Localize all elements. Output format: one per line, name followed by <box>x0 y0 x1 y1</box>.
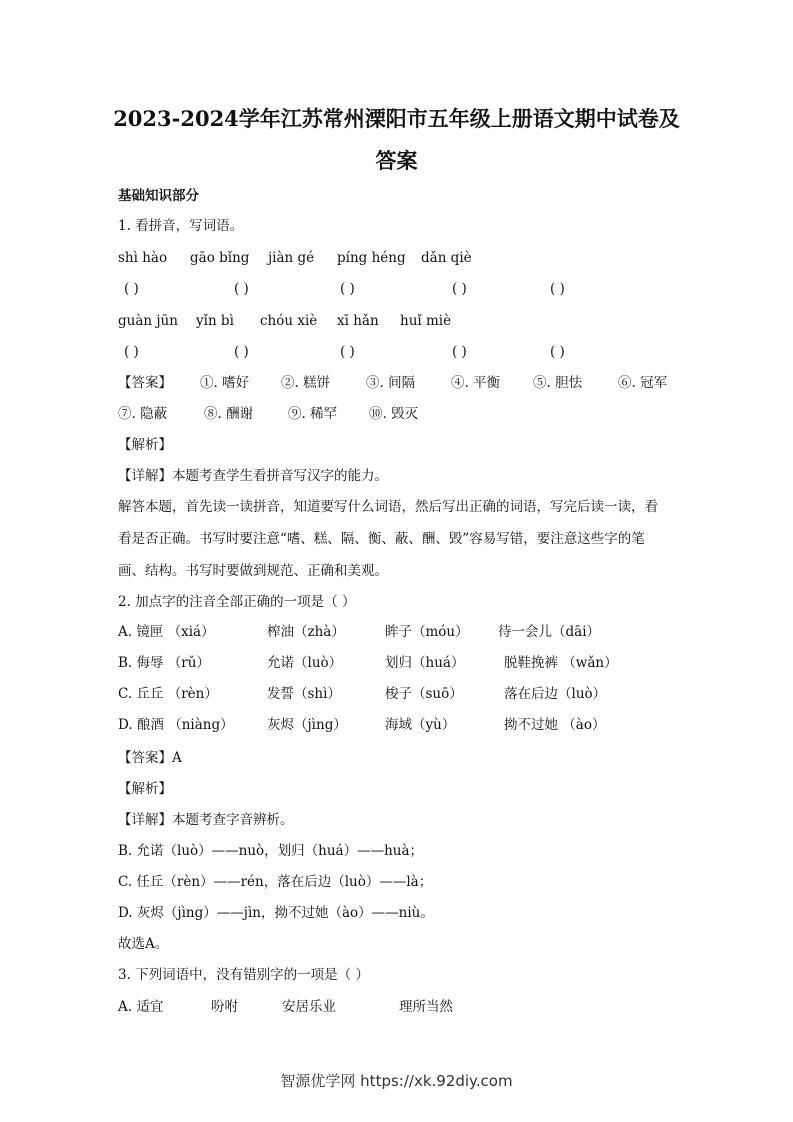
answer-item: ①. 嗜好 <box>200 375 250 391</box>
q1-paragraph: 看是否正确。书写时要注意“嗜、糕、隔、衡、蔽、酬、毁”容易写错，要注意这些字的笔 <box>118 531 645 547</box>
option-word: 理所当然 <box>399 999 453 1015</box>
pinyin: huǐ miè <box>400 313 452 329</box>
option-word: 安居乐业 <box>282 999 336 1015</box>
pinyin: jiàn gé <box>268 250 315 266</box>
answer-blank: ( ) <box>340 281 355 297</box>
option-word: 落在后边（luò） <box>504 686 607 702</box>
answer-item: ⑤. 胆怯 <box>533 375 583 391</box>
option-word: 吩咐 <box>211 999 238 1015</box>
answer-item: ⑨. 稀罕 <box>288 406 338 422</box>
answer-blank: ( ) <box>550 281 565 297</box>
q1-stem: 1. 看拼音，写词语。 <box>118 218 244 234</box>
option-word: 发誓（shì） <box>267 686 341 702</box>
q2-detail: 【详解】本题考查字音辨析。 <box>118 812 294 828</box>
answer-item: ④. 平衡 <box>451 375 501 391</box>
option-word: A. 镜匣 （xiá） <box>118 624 215 640</box>
option-word: 划归（huá） <box>385 655 465 671</box>
answer-blank: ( ) <box>234 281 249 297</box>
q2-answer: 【答案】A <box>118 750 182 766</box>
q2-stem: 2. 加点字的注音全部正确的一项是（ ） <box>118 594 356 610</box>
pinyin: guàn jūn <box>118 313 178 329</box>
option-word: 拗不过她 （ào） <box>504 717 606 733</box>
option-word: 脱鞋挽裤 （wǎn） <box>504 655 618 671</box>
pinyin: chóu xiè <box>260 313 318 329</box>
option-word: 梭子（suō） <box>385 686 463 702</box>
pinyin: yǐn bì <box>196 313 234 329</box>
answer-item: ③. 间隔 <box>366 375 416 391</box>
option-word: 眸子（móu） <box>385 624 469 640</box>
title-line-2: 答案 <box>375 148 418 173</box>
q1-analysis-label: 【解析】 <box>118 437 172 453</box>
option-word: 榨油（zhà） <box>267 624 345 640</box>
q2-explain-b: B. 允诺（luò）——nuò，划归（huá）——huà； <box>118 843 424 859</box>
answer-item: ⑧. 酬谢 <box>204 406 254 422</box>
pinyin: xī hǎn <box>337 313 379 329</box>
pinyin: shì hào <box>118 250 168 266</box>
option-word: 允诺（luò） <box>267 655 343 671</box>
title-line-1: 2023-2024学年江苏常州溧阳市五年级上册语文期中试卷及 <box>113 106 680 131</box>
answer-item: ⑩. 毁灭 <box>369 406 419 422</box>
pinyin: píng héng <box>337 250 406 266</box>
footer-watermark: 智源优学网 https://xk.92diy.com <box>280 1072 513 1090</box>
pinyin: gāo bǐng <box>190 250 250 266</box>
answer-blank: ( ) <box>234 344 249 360</box>
option-word: 海域（yù） <box>385 717 456 733</box>
answer-item: ⑦. 隐蔽 <box>118 406 168 422</box>
document-title <box>60 98 733 182</box>
q2-analysis-label: 【解析】 <box>118 781 172 797</box>
answer-blank: ( ) <box>124 344 139 360</box>
q1-detail: 【详解】本题考查学生看拼音写汉字的能力。 <box>118 468 388 484</box>
q2-explain-d: D. 灰烬（jìng）——jìn，拗不过她（ào）——niù。 <box>118 905 434 921</box>
option-word: D. 酿酒 （niàng） <box>118 717 234 733</box>
q2-explain-c: C. 任丘（rèn）——rén，落在后边（luò）——là； <box>118 874 433 890</box>
answer-item: ②. 糕饼 <box>281 375 331 391</box>
q3-stem: 3. 下列词语中，没有错别字的一项是（ ） <box>118 967 369 983</box>
option-word: C. 丘丘 （rèn） <box>118 686 218 702</box>
pinyin: dǎn qiè <box>421 250 472 266</box>
q2-conclusion: 故选A。 <box>118 936 169 952</box>
option-word: 灰烬（jìng） <box>267 717 347 733</box>
answer-blank: ( ) <box>124 281 139 297</box>
option-word: B. 侮辱 （rǔ） <box>118 655 210 671</box>
q1-paragraph: 解答本题，首先读一读拼音，知道要写什么词语，然后写出正确的词语，写完后读一读，看 <box>118 499 658 515</box>
answer-blank: ( ) <box>550 344 565 360</box>
answer-blank: ( ) <box>452 281 467 297</box>
answer-label: 【答案】 <box>118 375 172 391</box>
option-word: A. 适宜 <box>118 999 164 1015</box>
answer-item: ⑥. 冠军 <box>618 375 668 391</box>
q1-paragraph: 画、结构。书写时要做到规范、正确和美观。 <box>118 563 388 579</box>
section-heading: 基础知识部分 <box>118 188 199 204</box>
answer-blank: ( ) <box>452 344 467 360</box>
answer-blank: ( ) <box>340 344 355 360</box>
option-word: 待一会儿（dāi） <box>498 624 601 640</box>
